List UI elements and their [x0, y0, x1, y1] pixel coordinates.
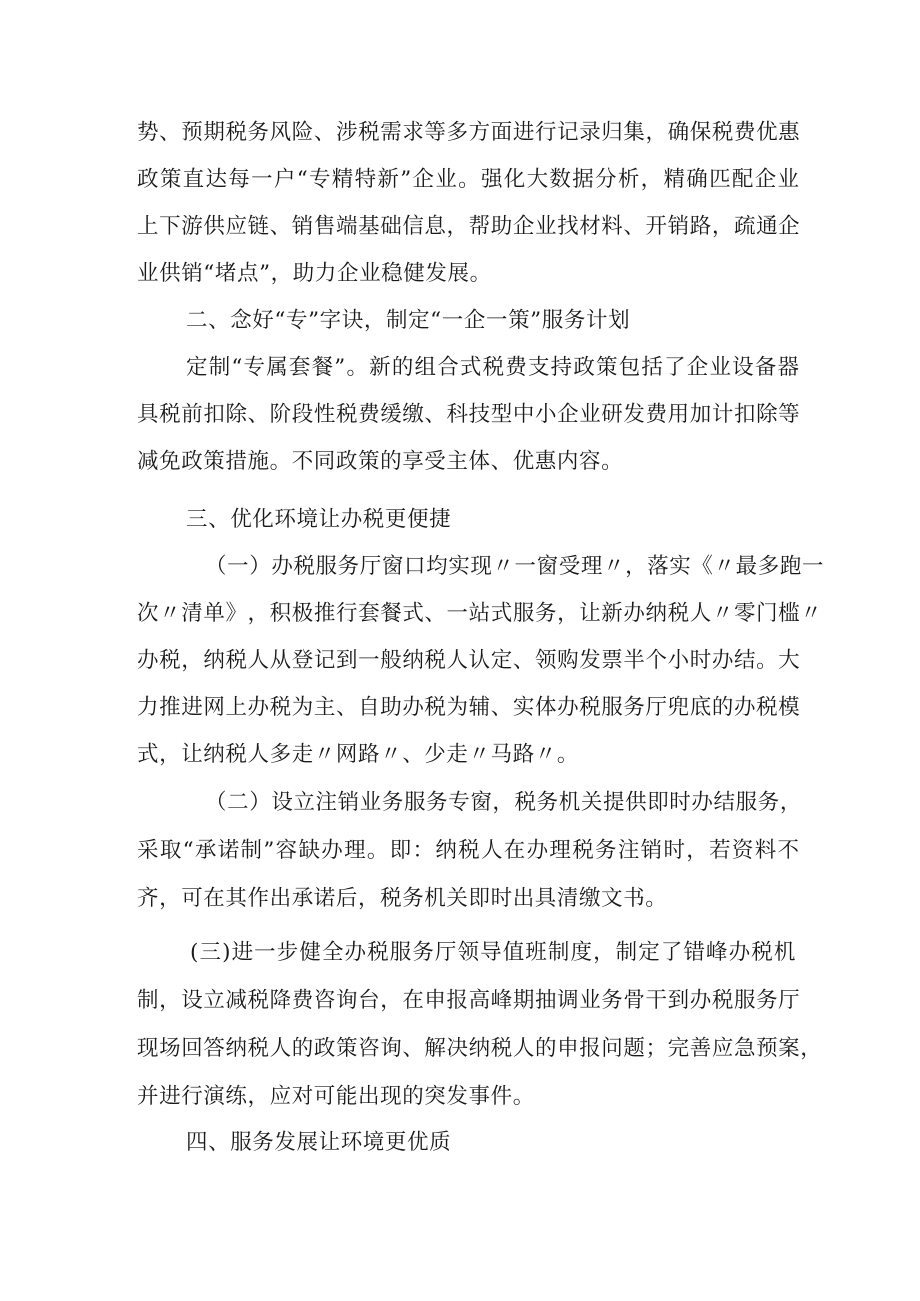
- text-line: 业供销“堵点”，助力企业稳健发展。: [137, 261, 492, 286]
- text-line: 上 下 游 供 应 链 、 销 售 端 基 础 信 息 ， 帮 助 企 业 找 材 料 、 开 销 路 ， 疏 通 企: [137, 214, 801, 239]
- text-line: 式，让纳税人多走〃网路〃、少走〃马路〃。: [137, 742, 580, 767]
- text-line: 齐，可在其作出承诺后，税务机关即时出具清缴文书。: [137, 886, 668, 911]
- text-line: ( 三 ) 进 一 步 健 全 办 税 服 务 厅 领 导 值 班 制 度 ， 制 定 了 错 峰 办 税 机: [190, 940, 796, 965]
- text-line: （ 一 ） 办 税 服 务 厅 窗 口 均 实 现 〃 一 窗 受 理 〃 ， 落 实 《 〃 最 多 跑 一: [205, 554, 825, 579]
- text-line: 力 推 进 网 上 办 税 为 主 、 自 助 办 税 为 辅 、 实 体 办 税 服 务 厅 兜 底 的 办 税 模: [137, 695, 801, 720]
- text-line: 定 制 “ 专 属 套 餐 ” 。 新 的 组 合 式 税 费 支 持 政 策 包 括 了 企 业 设 备 器: [186, 355, 800, 380]
- text-line: 二、念好“专”字诀，制定“一企一策”服务计划: [186, 308, 631, 333]
- text-line: 并进行演练，应对可能出现的突发事件。: [137, 1084, 535, 1109]
- text-line: 减免政策措施。不同政策的享受主体、优惠内容。: [137, 449, 624, 474]
- text-line: 次 〃 清 单 》 ， 积 极 推 行 套 餐 式 、 一 站 式 服 务 ， 让 新 办 纳 税 人 〃 零 门 槛 〃: [137, 601, 823, 626]
- text-line: 具 税 前 扣 除 、 阶 段 性 税 费 缓 缴 、 科 技 型 中 小 企 业 研 发 费 用 加 计 扣 除 等: [137, 402, 801, 427]
- text-line: 现 场 回 答 纳 税 人 的 政 策 咨 询 、 解 决 纳 税 人 的 申 报 问 题 ； 完 善 应 急 预 案 ，: [137, 1036, 823, 1061]
- text-line: （ 二 ） 设 立 注 销 业 务 服 务 专 窗 ， 税 务 机 关 提 供 即 时 办 结 服 务 ，: [205, 790, 802, 815]
- text-line: 政 策 直 达 每 一 户 “ 专 精 特 新 ” 企 业 。 强 化 大 数 据 分 析 ， 精 确 匹 配 企 业: [137, 167, 800, 192]
- text-line: 三、优化环境让办税更便捷: [186, 507, 452, 532]
- text-line: 四、服务发展让环境更优质: [186, 1130, 452, 1155]
- text-line: 势 、 预 期 税 务 风 险 、 涉 税 需 求 等 多 方 面 进 行 记 录 归 集 ， 确 保 税 费 优 惠: [137, 120, 801, 145]
- text-line: 采 取 “ 承 诺 制 ” 容 缺 办 理 。 即 ： 纳 税 人 在 办 理 税 务 注 销 时 ， 若 资 料 不: [137, 838, 800, 863]
- text-line: 办 税 ， 纳 税 人 从 登 记 到 一 般 纳 税 人 认 定 、 领 购 发 票 半 个 小 时 办 结 。 大: [137, 648, 801, 673]
- text-line: 制 ， 设 立 减 税 降 费 咨 询 台 ， 在 申 报 高 峰 期 抽 调 业 务 骨 干 到 办 税 服 务 厅: [137, 988, 801, 1013]
